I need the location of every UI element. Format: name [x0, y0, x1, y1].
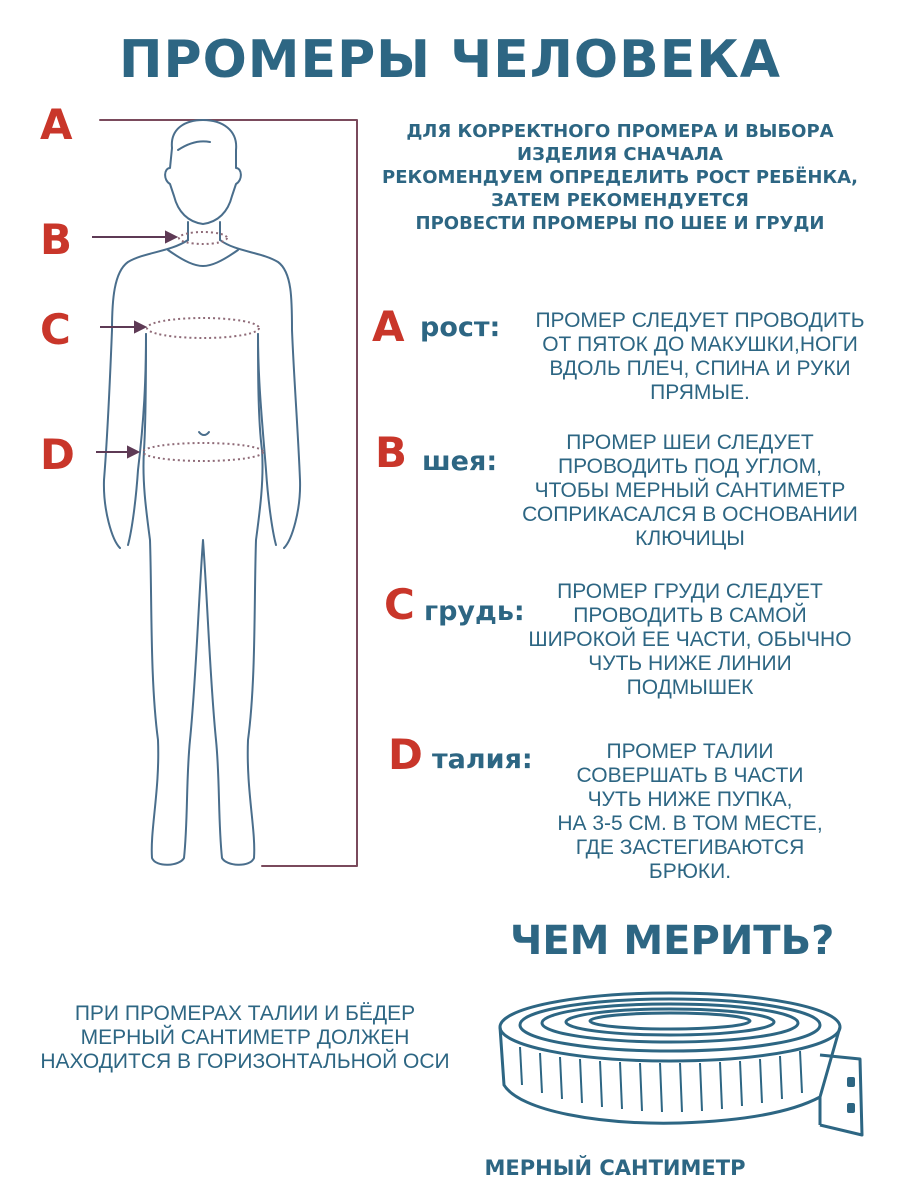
desc-line: ПРОМЕР СЛЕДУЕТ ПРОВОДИТЬ: [535, 309, 865, 332]
desc-line: ПРЯМЫЕ.: [650, 381, 750, 404]
intro-text: [355, 120, 885, 235]
figure-marker-d: D: [40, 430, 75, 479]
hair-line: [178, 141, 210, 150]
measure-label-waist: талия:: [432, 744, 533, 775]
desc-line: ЧТОБЫ МЕРНЫЙ САНТИМЕТР: [534, 479, 846, 502]
desc-line: СОПРИКАСАЛСЯ В ОСНОВАНИИ: [522, 503, 858, 526]
tape-caption: МЕРНЫЙ САНТИМЕТР: [484, 1156, 746, 1180]
measure-label-chest: грудь:: [424, 596, 525, 627]
desc-line: ГДЕ ЗАСТЕГИВАЮТСЯ: [575, 836, 805, 859]
note-line: МЕРНЫЙ САНТИМЕТР ДОЛЖЕН: [80, 1026, 410, 1049]
desc-line: ПРОМЕР ТАЛИИ: [606, 740, 774, 763]
figure-marker-c: C: [40, 305, 71, 354]
intro-line: ПРОВЕСТИ ПРОМЕРЫ ПО ШЕЕ И ГРУДИ: [415, 213, 825, 234]
intro-line: РЕКОМЕНДУЕМ ОПРЕДЕЛИТЬ РОСТ РЕБЁНКА,: [382, 167, 858, 188]
arrow-b: [166, 232, 176, 242]
desc-line: ЧУТЬ НИЖЕ ПУПКА,: [587, 788, 793, 811]
arrow-d: [128, 447, 138, 457]
waist-measure-band: [143, 443, 263, 461]
measure-letter-a: A: [372, 302, 405, 351]
figure-marker-a: A: [40, 100, 73, 149]
desc-line: ЧУТЬ НИЖЕ ЛИНИИ: [588, 652, 792, 675]
note-line: ПРИ ПРОМЕРАХ ТАЛИИ И БЁДЕР: [74, 1002, 416, 1025]
measure-desc-neck: [500, 431, 880, 551]
measure-label-neck: шея:: [422, 446, 498, 477]
intro-line: ДЛЯ КОРРЕКТНОГО ПРОМЕРА И ВЫБОРА: [406, 121, 834, 142]
intro-line: ИЗДЕЛИЯ СНАЧАЛА: [517, 144, 723, 165]
desc-line: БРЮКИ.: [648, 860, 732, 883]
measure-desc-height: [510, 309, 890, 405]
desc-line: ПРОМЕР ШЕИ СЛЕДУЕТ: [566, 431, 814, 454]
head-outline: [165, 120, 241, 224]
chest-measure-band: [147, 318, 259, 338]
note-line: НАХОДИТСЯ В ГОРИЗОНТАЛЬНОЙ ОСИ: [40, 1050, 450, 1073]
body-figure-illustration: [0, 90, 370, 890]
measure-desc-waist: [525, 740, 855, 884]
desc-line: ВДОЛЬ ПЛЕЧ, СПИНА И РУКИ: [549, 357, 851, 380]
legs-outline: [143, 334, 262, 865]
desc-line: ПОДМЫШЕК: [626, 676, 754, 699]
measure-desc-chest: [505, 580, 875, 700]
page-title: ПРОМЕРЫ ЧЕЛОВЕКА: [118, 30, 782, 90]
desc-line: ПРОВОДИТЬ В САМОЙ: [573, 604, 807, 627]
desc-line: СОВЕРШАТЬ В ЧАСТИ: [576, 764, 804, 787]
measure-letter-b: B: [375, 428, 408, 477]
intro-line: ЗАТЕМ РЕКОМЕНДУЕТСЯ: [491, 190, 749, 211]
measure-label-height: рост:: [420, 312, 501, 343]
desc-line: ПРОМЕР ГРУДИ СЛЕДУЕТ: [557, 580, 823, 603]
shoulders-arms-outline: [104, 240, 300, 548]
desc-line: НА 3-5 СМ. В ТОМ МЕСТЕ,: [557, 812, 823, 835]
arrow-c: [135, 322, 145, 332]
measuring-tape-icon: [490, 985, 870, 1145]
height-frame-line: [100, 120, 357, 866]
measure-letter-d: D: [388, 730, 423, 779]
desc-line: ШИРОКОЙ ЕЕ ЧАСТИ, ОБЫЧНО: [528, 628, 852, 651]
desc-line: КЛЮЧИЦЫ: [635, 527, 745, 550]
desc-line: ПРОВОДИТЬ ПОД УГЛОМ,: [558, 455, 822, 478]
desc-line: ОТ ПЯТОК ДО МАКУШКИ,НОГИ: [542, 333, 858, 356]
figure-marker-b: B: [40, 215, 73, 264]
what-to-measure-heading: ЧЕМ МЕРИТЬ?: [510, 918, 835, 964]
horizontal-axis-note: [15, 1002, 475, 1074]
measure-letter-c: C: [384, 580, 415, 629]
